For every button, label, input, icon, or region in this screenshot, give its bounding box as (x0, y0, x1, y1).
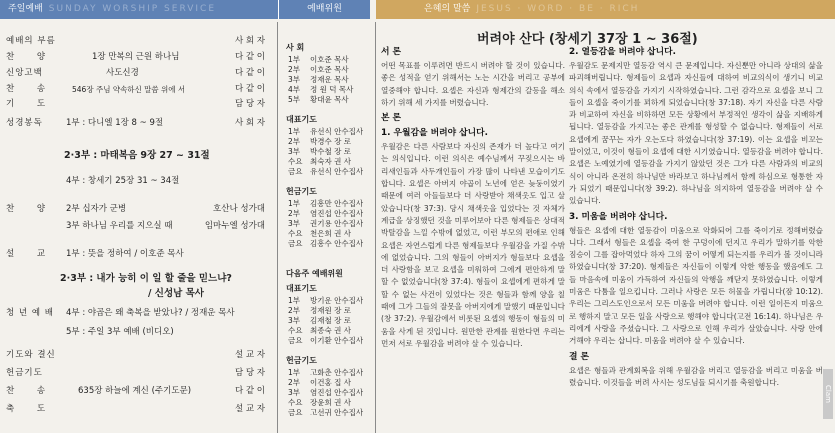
watermark: Clam (823, 369, 833, 419)
roster-person: 황대윤 목사 (310, 95, 349, 104)
point1-heading: 1. 우월감을 버려야 삽니다. (381, 128, 488, 139)
roster-entry (288, 209, 363, 219)
roster-entry (288, 336, 363, 346)
roster-part: 2부 (288, 378, 301, 387)
point2-text: 우월감도 문제지만 열등감 역시 큰 문제입니다. 자신뿐만 아니라 상대의 삶을 파괴해버립니다. 형제들이 요셉과 자신들에 대하여 비교의식이 생기니 비교의식 속에서 열등감을 가지기 시작하였습니다. 그런 감각으로 요셉을 보니 그들이 요셉을 죽이기를 꾀하게 되었습니다(창 37:18). 자기 자신을 다른 사람과 비교하여 자신을 비하하면 모든 상황에서 부정적인 생각이 삶을 지배하게 됩니다. 열등감을 가지고는 좋은 관계를 형성할 수 없습니다. 형제들이 서로 요셉에게 꿈꾸는 자가 오는도다 하였습니다(창 37:19). 이는 요셉을 비꼬는 말이었고, 이것이 형들이 요셉에 대한 시기였습니다. 열등감을 버려야 합니다. 요셉은 노예였기에 열등감을 가지기 않았던 것은 그가 다른 사람과의 비교의식이 아니라 온전히 하나님만 바라보고 하나님께서 함께 하심으로 형통한 자가 되었기 때문입니다(창 39:2). 하나님을 의지하여 열등감을 버려야 살 수 있습니다. (569, 61, 823, 206)
roster-part: 수요 (288, 157, 303, 166)
roster-person: 고화춘 안수집사 (310, 368, 364, 377)
order-detail: 사도신경 (106, 68, 139, 78)
point3-heading: 3. 미움을 버려야 삽니다. (569, 211, 668, 222)
order-label: 헌금기도 (6, 368, 43, 378)
sermon-column-right (569, 43, 823, 431)
roster-entry (288, 147, 351, 157)
order-row-praise (6, 203, 265, 216)
roster-person: 천은희 권 사 (310, 229, 351, 238)
roster-person: 유선식 안수집사 (310, 167, 364, 176)
roster-part: 1부 (288, 296, 301, 305)
roster-part: 2부 (288, 306, 301, 315)
intro-text: 어떤 목표를 이루려면 반드시 버려야 할 것이 있습니다. 좋은 성적을 얻기 위해서는 노는 시간을 버리고 공부에 열중해야 합니다. 요셉은 자신과 형제간의 갈등을 해소하기 위해 세 가지를 버렸습니다. (381, 61, 565, 107)
roster-part: 2부 (288, 209, 301, 218)
roster-entry (288, 199, 363, 209)
order-label: 찬 송 (6, 386, 56, 396)
order-leader: 사 회 자 (234, 118, 265, 128)
order-detail: 2부 십자가 군병 (66, 204, 127, 214)
order-row-hymn1 (6, 51, 265, 64)
roster-entry (288, 95, 349, 105)
order-label: 신앙고백 (6, 68, 43, 78)
intro-heading: 서 론 (381, 47, 402, 57)
roster-person: 김흥만 안수집사 (310, 199, 364, 208)
roster-header (278, 0, 370, 19)
order-leader: 다 같 이 (234, 84, 265, 94)
order-detail: 4부 : 야곱은 왜 축복을 받았나? / 정재운 목사 (66, 308, 235, 318)
order-label: 청 년 예 배 (6, 308, 54, 318)
order-leader: 설 교 자 (234, 350, 265, 360)
roster-entry (288, 167, 363, 177)
roster-part: 5부 (288, 95, 301, 104)
order-row-hymn2 (6, 83, 265, 96)
roster-entry (288, 137, 351, 147)
sermon-23: 2·3부 : 내가 능히 이 일 할 줄을 믿느냐? (60, 273, 232, 284)
order-detail: 635장 하늘에 계신 (주기도문) (78, 386, 192, 396)
roster-person: 정재원 장 로 (310, 306, 351, 315)
roster-entry (288, 229, 351, 239)
roster-part: 1부 (288, 199, 301, 208)
order-leader: 사 회 자 (234, 36, 265, 46)
roster-entry (288, 368, 363, 378)
order-leader: 담 당 자 (234, 368, 265, 378)
roster-entry (288, 316, 351, 326)
roster-part: 금요 (288, 408, 303, 417)
column-divider (375, 22, 376, 433)
order-row-sermon (6, 248, 265, 261)
roster-person: 유선식 안수집사 (310, 127, 364, 136)
roster-part: 금요 (288, 239, 303, 248)
order-row-offering (6, 367, 265, 380)
roster-entry (288, 65, 349, 75)
roster-person: 방기운 안수집사 (310, 296, 364, 305)
roster-person: 염진섭 안수집사 (310, 388, 364, 397)
roster-person: 정 원 덕 목사 (310, 85, 354, 94)
order-leader: 다 같 이 (234, 386, 265, 396)
roster-part: 금요 (288, 336, 303, 345)
roster-part: 3부 (288, 388, 301, 397)
roster-part: 3부 (288, 75, 301, 84)
conclusion-heading: 결 론 (569, 351, 590, 362)
roster-person: 최종숙 권 사 (310, 326, 351, 335)
order-leader: 호산나 성가대 (213, 204, 265, 214)
roster-entry (288, 378, 351, 388)
roster-header-title: 예배위원 (307, 4, 342, 14)
roster-person: 최숙자 권 사 (310, 157, 351, 166)
worship-header (0, 0, 278, 19)
roster-part: 수요 (288, 398, 303, 407)
roster-part: 3부 (288, 219, 301, 228)
sermon-panel (377, 22, 835, 433)
order-row-hymn3 (6, 385, 265, 398)
roster-part: 수요 (288, 326, 303, 335)
point2-heading: 2. 열등감을 버려야 삽니다. (569, 47, 676, 57)
roster-entry (288, 398, 351, 408)
order-detail: 4부 : 창세기 25장 31 ~ 34절 (66, 176, 180, 186)
reading-4 (66, 175, 265, 188)
roster-person: 박경수 장 로 (310, 137, 351, 146)
order-row-call (6, 35, 265, 48)
order-row-praise3 (6, 220, 265, 233)
sermon-header-title: 은혜의 말씀 (424, 4, 471, 14)
order-detail: 5부 : 주일 3부 예배 (비디오) (66, 327, 174, 337)
worship-header-eng: SUNDAY WORSHIP SERVICE (48, 4, 217, 14)
order-row-blessing (6, 403, 265, 416)
roster-person: 박수철 장 로 (310, 147, 351, 156)
order-detail: 3부 하나님 우리를 지으실 때 (66, 221, 173, 231)
order-label: 찬 송 (6, 84, 56, 94)
order-leader: 임마누엘 성가대 (204, 221, 265, 231)
order-label: 기 도 (6, 99, 56, 109)
roster-person: 이호준 목사 (310, 55, 349, 64)
roster-part: 3부 (288, 316, 301, 325)
order-label: 성경봉독 (6, 118, 43, 128)
sermon-title: 버려야 산다 (창세기 37장 1 ~ 36절) (477, 32, 698, 47)
point1-text: 우월감은 다른 사람보다 자신의 존재가 더 높다고 여기는 의식입니다. 이런 의식은 예수님께서 꾸짖으시는 바리새인들과 사두개인들이 가장 많이 나타낸 모습이기도 합니다. 요셉은 아버지 야곱이 노년에 얻은 늦둥이였기 때문에 여러 아들들보다 더 사랑받아 채색옷도 입고 살았습니다(창 37:3). 당시 채색옷을 입었다는 것 자체가 계급을 상징했던 것을 미루어보아 다른 형제들은 상대적 박탈감을 느낄 수밖에 없었고, 이런 부모의 편애로 인해 요셉은 자연스럽게 다른 형제들보다 우월감을 가질 수밖에 없었습니다. 그의 형들이 아버지가 형들보다 요셉을 더 사랑함을 보고 요셉을 미워하여 그에게 편안하게 말할 수 없었습니다(창 37:4). 형들이 요셉에게 편하게 말할 수 없는 사건이 있었다는 것은 형들과 함께 양을 칠 때에 그가 그들의 잘못을 아버지에게 말했기 때문입니다(창 37:2). 우월감에서 비롯된 요셉의 행동이 형들의 미움을 사게 된 것입니다. 원만한 관계를 원한다면 우리는 먼저 서로 우월감을 버려야 살 수 있습니다. (381, 142, 565, 348)
worship-header-title: 주일예배 (8, 4, 43, 14)
order-leader: 설 교 자 (234, 404, 265, 414)
sermon-23-preacher: / 신성남 목사 (148, 288, 204, 299)
reading-23: 2·3부 : 마태복음 9장 27 ~ 31절 (64, 150, 210, 161)
roster-section-title: 헌금기도 (286, 187, 317, 196)
roster-section-title: 사 회 (286, 43, 305, 52)
roster-entry (288, 75, 349, 85)
roster-person: 정재운 목사 (310, 75, 349, 84)
order-label: 설 교 (6, 249, 56, 259)
order-label: 기도와 결신 (6, 350, 56, 360)
order-row-pray-resolve (6, 349, 265, 362)
roster-part: 3부 (288, 147, 301, 156)
roster-entry (288, 306, 351, 316)
roster-entry (288, 85, 353, 95)
order-row-reading (6, 117, 265, 130)
roster-person: 염진섭 안수집사 (310, 209, 364, 218)
roster-person: 김재철 장 로 (310, 316, 351, 325)
roster-entry (288, 55, 349, 65)
roster-part: 4부 (288, 85, 301, 94)
roster-person: 권기용 안수집사 (310, 219, 364, 228)
order-label: 찬 양 (6, 52, 56, 62)
roster-section-title: 대표기도 (286, 115, 317, 124)
roster-entry (288, 157, 351, 167)
roster-person: 장윤희 권 사 (310, 398, 351, 407)
roster-entry (288, 219, 363, 229)
sermon-header-eng: JESUS · WORD · BE · RICH (476, 4, 640, 14)
roster-person: 이호준 목사 (310, 65, 349, 74)
roster-section-title: 대표기도 (286, 284, 317, 293)
roster-part: 금요 (288, 167, 303, 176)
roster-part: 1부 (288, 127, 301, 136)
order-detail: 1부 : 뜻을 정하여 / 이호준 목사 (66, 249, 184, 259)
order-row-prayer (6, 98, 265, 111)
order-row-creed (6, 67, 265, 80)
order-row-youth (6, 307, 265, 320)
roster-person: 고선귀 안수집사 (310, 408, 364, 417)
order-detail: 1장 만복의 근원 하나님 (92, 52, 180, 62)
order-leader: 다 같 이 (234, 68, 265, 78)
sermon-header (376, 0, 835, 19)
roster-person: 이건홍 집 사 (310, 378, 351, 387)
roster-entry (288, 388, 363, 398)
conclusion-text: 요셉은 형들과 관계회복을 위해 우월감을 버리고 열등감을 버리고 미움을 버렸습니다. 이것들을 버려 사시는 성도님들 되시기를 축원합니다. (569, 365, 823, 387)
roster-part: 수요 (288, 229, 303, 238)
roster-person: 김흥수 안수집사 (310, 239, 364, 248)
order-label: 예배의 부름 (6, 36, 56, 46)
roster-next-week-title: 다음주 예배위원 (286, 269, 343, 278)
column-divider (277, 22, 278, 433)
roster-part: 2부 (288, 65, 301, 74)
order-detail: 1부 : 다니엘 1장 8 ~ 9절 (66, 118, 164, 128)
roster-part: 2부 (288, 137, 301, 146)
roster-entry (288, 296, 363, 306)
roster-part: 1부 (288, 368, 301, 377)
order-of-worship (0, 22, 275, 433)
service-roster (279, 22, 375, 433)
roster-person: 이기환 안수집사 (310, 336, 364, 345)
point3-text: 형들은 요셉에 대한 열등감이 미움으로 악화되어 그를 죽이기로 정해버렸습니다. 그래서 형들은 요셉을 죽여 한 구덩이에 던지고 우리가 말하기를 악한 짐승이 그를 잡아먹었다 하자 그의 꿈이 어떻게 되는지를 우리가 볼 것이니라 하였습니다(창 37:20). 형제들은 자신들이 이렇게 악한 행동을 했음에도 그들 마음속에 미움이 가득하여 자신들의 악행을 깨닫지 못하였습니다. 이렇게 미움은 다툼을 일으킵니다. 그러나 사랑은 모든 허물을 가립니다(잠 10:12). 우리는 그리스도인으로서 모든 미움을 버려야 합니다. 이런 일이든지 미움으로 행하지 말고 모든 일을 사랑으로 행해야 합니다(고전 16:14). 하나님은 우리에게 사랑을 주셨습니다. 그 사랑으로 인해 우리가 살았습니다. 사랑 안에 거해야 우리는 삽니다. 미움을 버려야 살 수 있습니다. (569, 225, 823, 346)
order-label: 축 도 (6, 404, 56, 414)
order-detail: 546장 주님 약속하신 말씀 위에 서 (72, 85, 186, 94)
youth-5 (66, 326, 265, 339)
roster-part: 1부 (288, 55, 301, 64)
roster-entry (288, 408, 363, 418)
order-label: 찬 양 (6, 204, 56, 214)
roster-entry (288, 326, 351, 336)
sermon-column-left (381, 43, 565, 431)
order-leader: 다 같 이 (234, 52, 265, 62)
roster-section-title: 헌금기도 (286, 356, 317, 365)
roster-entry (288, 127, 363, 137)
order-leader: 담 당 자 (234, 99, 265, 109)
roster-entry (288, 239, 363, 249)
body-heading: 본 론 (381, 113, 402, 124)
